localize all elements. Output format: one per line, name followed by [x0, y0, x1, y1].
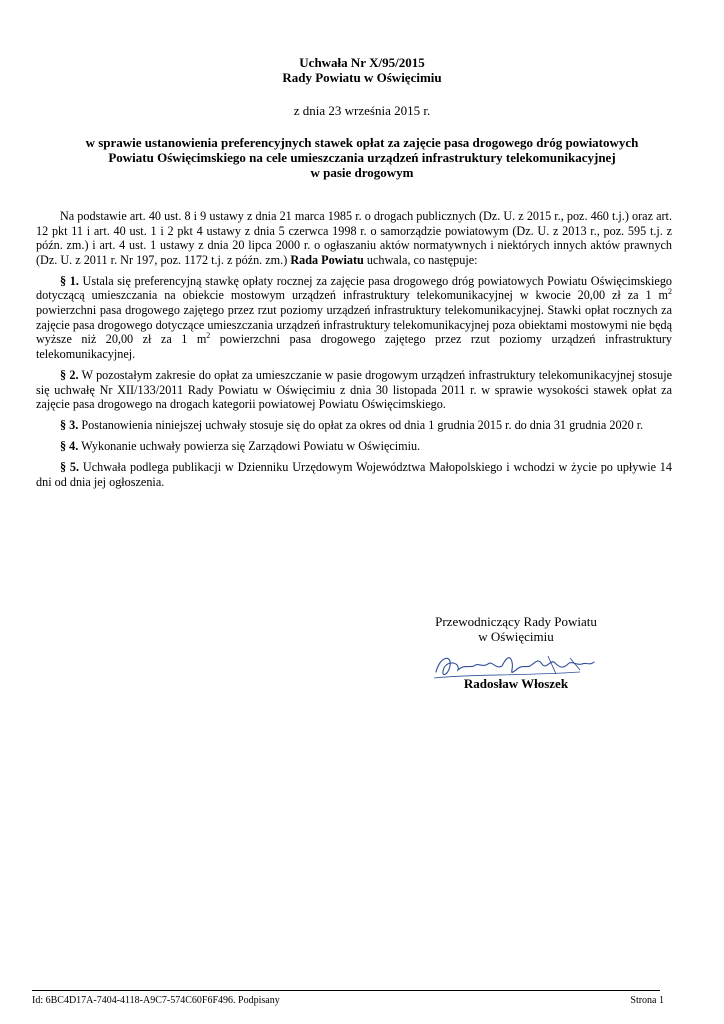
- section-2-label: § 2.: [60, 367, 79, 382]
- section-3-text: Postanowienia niniejszej uchwały stosuje się do opłat za okres od dnia 1 grudnia 2015 r. do dnia 31 grudnia 2020 r.: [78, 418, 644, 433]
- title-line-2: Rady Powiatu w Oświęcimiu: [282, 70, 442, 85]
- section-1-label: § 1.: [60, 273, 79, 288]
- footer-divider: [32, 990, 660, 991]
- page-number: Strona 1: [630, 995, 664, 1006]
- section-3: [36, 418, 672, 433]
- section-1-text-a: Ustala się preferencyjną stawkę opłaty rocznej za zajęcie pasa drogowego dróg powiatowych Powiatu Oświęcimskiego dotyczącą umieszczania na obiekcie mostowym urządzeń infrastruktury telekomunikacyjnej w kwocie 20,00 zł za 1 m: [36, 273, 673, 303]
- section-1-text-c: powierzchni pasa drogowego zajętego przez rzut poziomy urządzeń infrastruktury telekomunikacyjnej.: [36, 332, 672, 361]
- resolution-date: z dnia 23 września 2015 r.: [293, 103, 431, 118]
- section-4-text: Wykonanie uchwały powierza się Zarządowi Powiatu w Oświęcimiu.: [78, 439, 421, 454]
- resolution-title: [0, 55, 724, 85]
- resolution-body: [36, 209, 672, 496]
- signatory-role-line-2: w Oświęcimiu: [478, 629, 554, 644]
- council-name: Rada Powiatu: [290, 252, 364, 267]
- section-5: [36, 460, 672, 489]
- legal-basis-text: Na podstawie art. 40 ust. 8 i 9 ustawy z dnia 21 marca 1985 r. o drogach publicznych (Dz. U. z 2015 r., poz. 460 t.j.) oraz art. 12 pkt 11 i art. 40 ust. 1 i 2 pkt 4 ustawy z dnia 5 czerwca 1998 r. o samorządzie powiatowym (Dz. U. z 2013 r., poz. 595 t.j. z późn. zm.) i art. 4 ust. 1 ustawy z dnia 20 lipca 2000 r. o ogłaszaniu aktów normatywnych i niektórych innych aktów prawnych (Dz. U. z 2011 r. Nr 197, poz. 1172 t.j. z późn. zm.): [36, 209, 672, 267]
- section-5-text: Uchwała podlega publikacji w Dzienniku Urzędowym Województwa Małopolskiego i wchodzi w życie po upływie 14 dni od dnia jej ogłoszenia.: [36, 460, 672, 489]
- resolution-subject: [0, 135, 724, 180]
- section-5-label: § 5.: [60, 460, 80, 475]
- section-2: [36, 368, 672, 412]
- section-3-label: § 3.: [60, 418, 79, 433]
- legal-basis-paragraph: [36, 209, 672, 267]
- section-4-label: § 4.: [60, 439, 79, 454]
- legal-basis-tail: uchwala, co następuje:: [363, 252, 478, 267]
- section-1-text-b: powierzchni pasa drogowego zajętego przez rzut poziomy urządzeń infrastruktury telekomunikacyjnej. Stawki opłat rocznych za zajęcie pasa drogowego dotyczące umieszczania urządzeń infrastruktury telekomunikacyjnej poza obiektami mostowymi nie będą wyższe niż 20,00 zł za 1 m: [36, 303, 672, 347]
- document-id: Id: 6BC4D17A-7404-4118-A9C7-574C60F6F496. Podpisany: [32, 995, 280, 1006]
- signatory-role-line-1: Przewodniczący Rady Powiatu: [435, 614, 597, 629]
- section-1-sup-a: 2: [668, 287, 672, 297]
- title-line-1: Uchwała Nr X/95/2015: [299, 55, 425, 70]
- subject-line-1: w sprawie ustanowienia preferencyjnych stawek opłat za zajęcie pasa drogowego dróg powiatowych: [85, 135, 639, 150]
- section-2-text: W pozostałym zakresie do opłat za umieszczanie w pasie drogowym urządzeń infrastruktury telekomunikacyjnej stosuje się uchwałę Nr XII/133/2011 Rady Powiatu w Oświęcimiu z dnia 30 listopada 2011 r. w sprawie wysokości stawek opłat za zajęcie pasa drogowego na drogach kategorii powiatowej Powiatu Oświęcimskiego.: [36, 367, 672, 412]
- section-4: [36, 439, 672, 454]
- section-1-sup-b: 2: [206, 331, 211, 341]
- subject-line-2: Powiatu Oświęcimskiego na cele umieszczania urządzeń infrastruktury telekomunikacyjnej: [108, 150, 616, 165]
- signature-block: [418, 614, 614, 644]
- signatory-name: Radosław Włoszek: [463, 676, 569, 691]
- subject-line-3: w pasie drogowym: [310, 165, 414, 180]
- section-1: [36, 274, 672, 362]
